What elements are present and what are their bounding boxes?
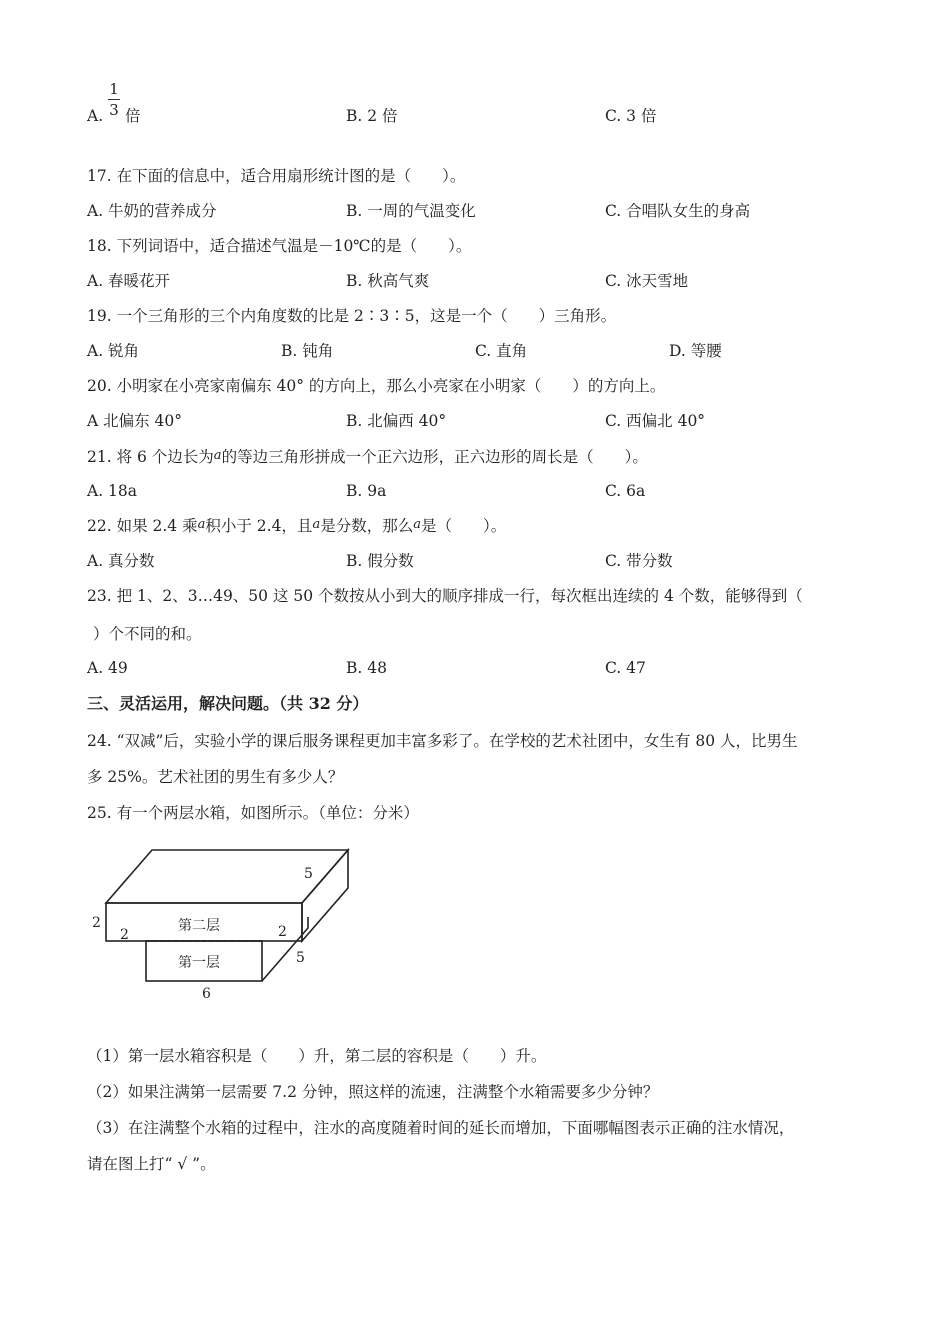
sub-question-1: （1）第一层水箱容积是（ ）升，第二层的容积是（ ）升。: [87, 1047, 547, 1065]
q16-option-a: [87, 106, 103, 126]
question-24-line-2: 多 25%。艺术社团的男生有多少人？: [87, 768, 344, 786]
dim-inner-right: 2: [278, 924, 287, 940]
q21-option-a: A. 18a: [87, 482, 138, 500]
q18-option-b: B. 秋高气爽: [346, 272, 430, 290]
q21-text-pre: 21. 将 6 个边长为: [87, 448, 214, 466]
water-tank-figure: [86, 840, 386, 1005]
label-second-layer: 第二层: [178, 918, 220, 934]
q23-option-b: B. 48: [346, 659, 387, 677]
variable-a: a: [413, 517, 421, 532]
q22-option-b: B. 假分数: [346, 552, 414, 570]
question-22: [87, 516, 506, 538]
question-24-line-1: 24. “双减”后，实验小学的课后服务课程更加丰富多彩了。在学校的艺术社团中，女生有 80 人，比男生: [87, 732, 798, 750]
q21-option-b: B. 9a: [346, 482, 387, 500]
q16-option-c: C. 3 倍: [605, 107, 657, 125]
q19-option-d: D. 等腰: [669, 342, 722, 360]
question-23-line-2: ）个不同的和。: [93, 625, 202, 643]
q21-text-post: 的等边三角形拼成一个正六边形，正六边形的周长是（ ）。: [221, 448, 648, 466]
question-23-line-1: 23. 把 1、2、3…49、50 这 50 个数按从小到大的顺序排成一行，每次框出连续的 4 个数，能够得到（: [87, 587, 803, 605]
dim-top-depth: 5: [304, 866, 313, 882]
q19-option-c: C. 直角: [475, 342, 528, 360]
fraction-numerator: 1: [109, 80, 119, 98]
question-25: 25. 有一个两层水箱，如图所示。（单位：分米）: [87, 804, 419, 822]
section-3-heading: 三、灵活运用，解决问题。（共 32 分）: [87, 694, 369, 713]
dim-bottom-width: 6: [202, 986, 211, 1002]
fraction-denominator: 3: [109, 101, 119, 119]
q20-option-b: B. 北偏西 40°: [346, 412, 447, 430]
variable-a: a: [312, 517, 321, 532]
question-18: 18. 下列词语中，适合描述气温是－10℃的是（ ）。: [87, 237, 472, 255]
q18-option-c: C. 冰天雪地: [605, 272, 689, 290]
q23-option-c: C. 47: [605, 659, 646, 677]
q23-option-a: A. 49: [87, 659, 128, 677]
q17-option-c: C. 合唱队女生的身高: [605, 202, 751, 220]
sub-question-3-line-2: 请在图上打“ √ ”。: [87, 1155, 216, 1173]
variable-a: a: [197, 517, 206, 532]
fraction-one-third: [108, 80, 120, 119]
q16-option-a-suffix: 倍: [125, 107, 141, 125]
q17-option-a: A. 牛奶的营养成分: [87, 202, 217, 220]
q22-text-4: 是（ ）。: [420, 517, 507, 535]
q20-option-a: A 北偏东 40°: [87, 412, 183, 430]
q17-option-b: B. 一周的气温变化: [346, 202, 476, 220]
label-first-layer: 第一层: [178, 955, 220, 971]
q21-option-c: C. 6a: [605, 482, 646, 500]
q22-option-c: C. 带分数: [605, 552, 673, 570]
option-label: A.: [87, 107, 104, 125]
q19-option-b: B. 钝角: [281, 342, 334, 360]
fraction-bar: [108, 99, 120, 100]
dim-bottom-depth: 5: [296, 950, 305, 966]
q22-text-3: 是分数，那么: [320, 517, 414, 535]
dim-left-height: 2: [92, 915, 101, 931]
q22-text-1: 22. 如果 2.4 乘: [87, 517, 198, 535]
sub-question-3-line-1: （3）在注满整个水箱的过程中，注水的高度随着时间的延长而增加，下面哪幅图表示正确的注水情况，: [87, 1119, 795, 1137]
q19-option-a: A. 锐角: [87, 342, 140, 360]
question-21: [87, 447, 648, 469]
q22-text-2: 积小于 2.4，且: [205, 517, 313, 535]
top-layer-side-face: [302, 850, 348, 941]
q20-option-c: C. 西偏北 40°: [605, 412, 706, 430]
question-19: 19. 一个三角形的三个内角度数的比是 2∶3∶5，这是一个（ ）三角形。: [87, 307, 617, 325]
variable-a: a: [213, 448, 222, 463]
question-17: 17. 在下面的信息中，适合用扇形统计图的是（ ）。: [87, 167, 466, 185]
dim-inner-left: 2: [120, 927, 129, 943]
q16-option-b: B. 2 倍: [346, 107, 398, 125]
q22-option-a: A. 真分数: [87, 552, 155, 570]
sub-question-2: （2）如果注满第一层需要 7.2 分钟，照这样的流速，注满整个水箱需要多少分钟？: [87, 1083, 659, 1101]
q18-option-a: A. 春暖花开: [87, 272, 171, 290]
question-20: 20. 小明家在小亮家南偏东 40° 的方向上，那么小亮家在小明家（ ）的方向上。: [87, 377, 666, 395]
